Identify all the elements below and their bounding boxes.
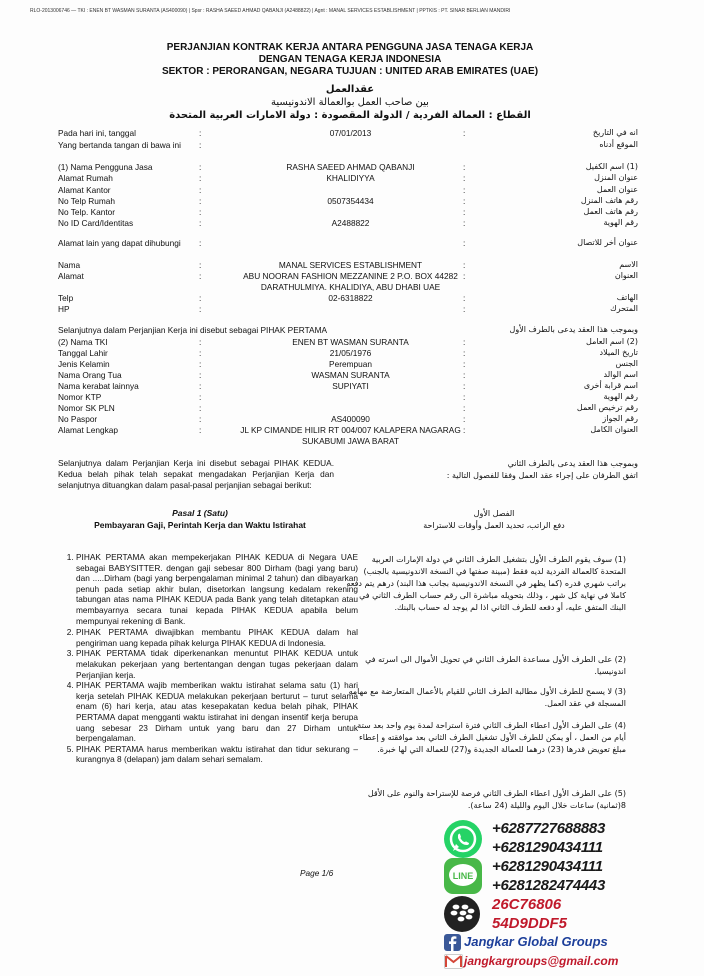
title-line-3: SEKTOR : PERORANGAN, NEGARA TUJUAN : UNITED ARAB EMIRATES (UAE): [161, 66, 539, 77]
date-value: 07/01/2013: [329, 128, 372, 138]
signatory-label-ar: الموقع أدناه: [599, 140, 638, 149]
worker-name-value: ENEN BT WASMAN SURANTA: [292, 337, 409, 347]
arabic-title-1: عقدالعمل: [325, 84, 375, 95]
skpln-label-ar: رقم ترخيص العمل: [576, 403, 638, 412]
row-date: Pada hari ini, tanggal : 07/01/2013 : انه في التاريخ: [58, 128, 638, 138]
pasal-title: Pasal 1 (Satu): [172, 508, 228, 518]
office-phone-label-ar: رقم هاتف العمل: [583, 207, 638, 216]
arabic-title-3: القطاع : العمالة الفردية / الدولة المقصودة : دولة الامارات العربية المتحدة: [169, 110, 531, 121]
row-employer-name: (1) Nama Pengguna Jasa : RASHA SAEED AHMAD QABANJI : (1) اسم الكفيل: [58, 162, 638, 172]
office-phone-label: No Telp. Kantor: [58, 207, 116, 217]
home-phone-label-ar: رقم هاتف المنزل: [580, 196, 638, 205]
first-party-intro-ar: وبموجب هذا العقد يدعى بالطرف الأول: [509, 325, 638, 334]
blackberry-icon: [444, 896, 480, 932]
row-office-address: Alamat Kantor : : عنوان العمل: [58, 185, 638, 195]
row-agent-hp: HP : : المتحرك: [58, 304, 638, 314]
pasal-item-ar: (4) على الطرف الأول اعطاء الطرف الثاني فترة استراحة لمدة يوم واحد بعد ستة أيام من العمل ، أو يمكن للطرف الأول تشغيل الطرف الثاني بعد موافقته و إعطاء مبلغ تعويض قدرها (23) درهما للعمالة الجديدة و(27) للعمالة التي لها خبرة.: [357, 721, 626, 754]
email-address: jangkargroups@gmail.com: [464, 954, 619, 968]
row-home-address: Alamat Rumah : KHALIDIYYA : عنوان المنزل: [58, 173, 638, 183]
line-icon-word: LINE: [452, 871, 474, 881]
agent-address-line-2: DARATHULMIYA. KHALIDIYA, ABU DHABI UAE: [260, 282, 441, 292]
contact-overlay: [440, 818, 704, 976]
second-party-ar-1: وبموجب هذا العقد يدعى بالطرف الثاني: [507, 459, 638, 468]
first-party-intro: Selanjutnya dalam Perjanjian Kerja ini disebut sebagai PIHAK PERTAMA: [58, 325, 328, 335]
pasal-subtitle: Pembayaran Gaji, Perintah Kerja dan Waktu Istirahat: [94, 520, 306, 530]
second-party-paragraph: Selanjutnya dalam Perjanjian Kerja ini disebut sebagai PIHAK KEDUA. Kedua belah pihak telah sepakat mengadakan Perjanjian Kerja dan selanjutnya dituangkan dalam pasal-pasal perjanjian sebagai berikut:: [58, 458, 334, 490]
row-agent-address: Alamat : ABU NOORAN FASHION MEZZANINE 2 P.O. BOX 44282 DARATHULMIYA. KHALIDIYA, ABU DHABI UAE : العنوان: [58, 271, 638, 292]
agent-phone-value: 02-6318822: [328, 293, 373, 303]
title-line-1: PERJANJIAN KONTRAK KERJA ANTARA PENGGUNA JASA TENAGA KERJA: [166, 42, 534, 53]
facebook-icon: [444, 934, 461, 951]
row-kin: Nama kerabat lainnya : SUPIYATI : اسم قرابة أخرى: [58, 381, 638, 391]
parent-label: Nama Orang Tua: [58, 370, 122, 380]
sex-label: Jenis Kelamin: [58, 359, 110, 369]
agent-name-label-ar: الاسم: [619, 260, 638, 269]
row-parent: Nama Orang Tua : WASMAN SURANTA : اسم الوالد: [58, 370, 638, 380]
kin-label: Nama kerabat lainnya: [58, 381, 139, 391]
whatsapp-number-2: +6281290434111: [492, 839, 603, 856]
agent-address-label: Alamat: [58, 271, 84, 281]
pasal-item-ar: (2) على الطرف الأول مساعدة الطرف الثاني في تحويل الأموال الى اسرته في اندونيسيا.: [365, 655, 626, 676]
agent-name-label: Nama: [58, 260, 81, 270]
worker-address-label: Alamat Lengkap: [58, 425, 118, 435]
line-icon: [444, 858, 482, 894]
worker-name-label: (2) Nama TKI: [58, 337, 108, 347]
row-agent-name: Nama : MANAL SERVICES ESTABLISHMENT : الاسم: [58, 260, 638, 270]
bbm-pin-1: 26C76806: [492, 896, 562, 913]
arabic-title-2: بين صاحب العمل بوالعمالة الاندونيسية: [271, 97, 429, 108]
row-id-card: No ID Card/Identitas : A2488822 : رقم الهوية: [58, 218, 638, 228]
second-party-ar-2: اتفق الطرفان على إجراء عقد العمل وفقا للفصول التالية :: [446, 471, 638, 480]
pasal-items-list: [60, 552, 358, 765]
row-office-phone: No Telp. Kantor : : رقم هاتف العمل: [58, 207, 638, 217]
row-agent-phone: Telp : 02-6318822 : الهاتف: [58, 293, 638, 303]
date-label-ar: انه في التاريخ: [592, 128, 638, 137]
alt-address-label: Alamat lain yang dapat dihubungi: [58, 238, 181, 248]
row-alt-address: Alamat lain yang dapat dihubungi : : عنوان أخر للاتصال: [58, 238, 638, 248]
page-number: Page 1/6: [300, 868, 334, 878]
row-skpln: Nomor SK PLN : : رقم ترخيص العمل: [58, 403, 638, 413]
alt-address-label-ar: عنوان أخر للاتصال: [577, 238, 638, 247]
dob-value: 21/05/1976: [329, 348, 372, 358]
row-dob: Tanggal Lahir : 21/05/1976 : تاريخ الميلاد: [58, 348, 638, 358]
passport-label-ar: رقم الجواز: [602, 414, 638, 423]
whatsapp-number-1: +6287727688883: [492, 820, 606, 837]
row-worker-name: (2) Nama TKI : ENEN BT WASMAN SURANTA : (2) اسم العامل: [58, 337, 638, 347]
pasal-item: 2. PIHAK PERTAMA diwajibkan membantu PIHAK KEDUA dalam hal pengiriman uang kepada pihak kelurga PIHAK KEDUA di Indonesia.: [76, 627, 358, 648]
line-number-1: +6281290434111: [492, 858, 603, 875]
pasal-item: 5. PIHAK PERTAMA harus memberikan waktu istirahat dan tidur sekurang – kurangnya 8 (delapan) jam dalam sehari semalam.: [76, 744, 358, 765]
agent-address-line-1: ABU NOORAN FASHION MEZZANINE 2 P.O. BOX 44282: [243, 271, 458, 281]
worker-name-label-ar: (2) اسم العامل: [586, 337, 638, 346]
ktp-label: Nomor KTP: [58, 392, 102, 402]
bbm-pin-2: 54D9DDF5: [492, 915, 568, 932]
id-card-label-ar: رقم الهوية: [603, 218, 638, 227]
employer-name-label-ar: (1) اسم الكفيل: [585, 162, 638, 171]
agent-hp-label: HP: [58, 304, 70, 314]
gmail-icon: [444, 954, 463, 969]
row-worker-address: Alamat Lengkap : JL KP CIMANDE HILIR RT 004/007 KALAPERA NAGARAG SUKABUMI JAWA BARAT : العنوان الكامل: [58, 425, 638, 446]
agent-name-value: MANAL SERVICES ESTABLISHMENT: [278, 260, 423, 270]
row-signatory: Yang bertanda tangan di bawa ini : الموقع أدناه: [58, 140, 638, 150]
pasal-item: 3. PIHAK PERTAMA tidak diperkenankan menuntut PIHAK KEDUA untuk melakukan pekerjaan yang bertentangan dengan tugas pekerjaan dalam Perjanjian kerja.: [76, 648, 358, 680]
home-address-label: Alamat Rumah: [58, 173, 113, 183]
worker-address-label-ar: العنوان الكامل: [590, 425, 638, 434]
dob-label-ar: تاريخ الميلاد: [599, 348, 638, 357]
home-phone-value: 0507354434: [327, 196, 374, 206]
line-number-2: +6281282474443: [492, 877, 606, 894]
pasal-item: 4. PIHAK PERTAMA wajib memberikan waktu istirahat selama satu (1) hari kerja setelah PIHAK KEDUA melakukan pekerjaan berturut – turut selama enam (6) hari kerja, atau atas kesepakatan kedua belah pihak, PIHAK PERTAMA dapat mengganti waktu istirahat ini dengan insentif kerja berupa uang sebesar 23 Dirham untuk yang baru dan 27 Dirham untuk berpengalaman.: [76, 680, 358, 744]
agent-address-label-ar: العنوان: [614, 271, 638, 280]
parent-label-ar: اسم الوالد: [603, 370, 638, 379]
employer-name-label: (1) Nama Pengguna Jasa: [58, 162, 153, 172]
pasal-item-ar: (5) على الطرف الأول اعطاء الطرف الثاني فرصة للإستراحة والنوم على الأقل 8(ثمانية) ساعات خلال اليوم والليلة (24 ساعة).: [367, 789, 626, 810]
skpln-label: Nomor SK PLN: [58, 403, 115, 413]
passport-value: AS400090: [331, 414, 370, 424]
agent-phone-label: Telp: [58, 293, 74, 303]
date-label: Pada hari ini, tanggal: [58, 128, 136, 138]
home-address-value: KHALIDIYYA: [326, 173, 375, 183]
worker-address-line-1: JL KP CIMANDE HILIR RT 004/007 KALAPERA NAGARAG: [240, 425, 461, 435]
row-ktp: Nomor KTP : : رقم الهوية: [58, 392, 638, 402]
facebook-page-name: Jangkar Global Groups: [464, 934, 608, 949]
home-address-label-ar: عنوان المنزل: [594, 173, 638, 182]
row-home-phone: No Telp Rumah : 0507354434 : رقم هاتف المنزل: [58, 196, 638, 206]
office-address-label-ar: عنوان العمل: [596, 185, 638, 194]
agent-phone-label-ar: الهاتف: [616, 293, 638, 302]
title-line-2: DENGAN TENAGA KERJA INDONESIA: [258, 54, 442, 65]
sex-label-ar: الجنس: [615, 359, 638, 368]
office-address-label: Alamat Kantor: [58, 185, 111, 195]
row-sex: Jenis Kelamin : Perempuan : الجنس: [58, 359, 638, 369]
id-card-label: No ID Card/Identitas: [58, 218, 134, 228]
id-card-value: A2488822: [331, 218, 370, 228]
pasal-title-ar: الفصل الأول: [473, 509, 515, 518]
passport-label: No Paspor: [58, 414, 98, 424]
pasal-item-ar: (1) سوف يقوم الطرف الأول بتشغيل الطرف الثاني في دولة الإمارات العربية المتحدة كالعمالة الفردية لديه فقط (مبينة صفتها في النسخة الاندونيسية بالجنب) براتب شهري قدره (كما يظهر في النسخة الاندونيسية بجانب هذا البند) درهم يتم دفعه كاملا في نهاية كل شهر ، وذلك بتحويله مباشرة الى رقم حساب الطرف الثاني في البنك المتفق عليه، أو دفعه للطرف الثاني اذا لم يوجد له حساب بالبنك.: [346, 555, 626, 612]
reference-line: RLO-2013006746 — TKI : ENEN BT WASMAN SURANTA (AS400090) | Spsr : RASHA SAEED AHMAD QABANJI (A2488822) | Agnt : MANAL SERVICES ESTABLISHMENT | PPTKIS : PT. SINAR BERLIAN MANDIRI: [30, 8, 511, 14]
parent-value: WASMAN SURANTA: [311, 370, 390, 380]
ktp-label-ar: رقم الهوية: [603, 392, 638, 401]
pasal-item-ar: (3) لا يسمح للطرف الأول مطالبة الطرف الثاني للقيام بالأعمال المتعارضة مع مهامه المسجلة في عقد العمل.: [348, 687, 626, 708]
pasal-item: 1. PIHAK PERTAMA akan mempekerjakan PIHAK KEDUA di Negara UAE sebagai BABYSITTER. dengan gaji sebesar 800 Dirham (bagi yang baru) dan .....Dirham (bagi yang berpengalaman minimal 2 tahun) dan dibayarkan penuh pada setiap akhir bulan, disetorkan langsung kedalam rekening tabungan atas nama PIHAK KEDUA pada Bank yang telah ditetapkan atau membayarnya secara tunai kepada PIHAK KEDUA apabila belum mempunyai rekening di Bank.: [76, 552, 358, 626]
row-first-party-intro: [58, 325, 638, 337]
home-phone-label: No Telp Rumah: [58, 196, 116, 206]
kin-label-ar: اسم قرابة أخرى: [583, 381, 638, 390]
kin-value: SUPIYATI: [332, 381, 369, 391]
sex-value: Perempuan: [329, 359, 372, 369]
row-passport: No Paspor : AS400090 : رقم الجواز: [58, 414, 638, 424]
employer-name-value: RASHA SAEED AHMAD QABANJI: [286, 162, 415, 172]
pasal-subtitle-ar: دفع الراتب، تحديد العمل وأوقات للاستراحة: [423, 521, 565, 530]
whatsapp-icon: [444, 820, 482, 858]
worker-address-line-2: SUKABUMI JAWA BARAT: [302, 436, 399, 446]
agent-hp-label-ar: المتحرك: [610, 304, 638, 313]
signatory-label: Yang bertanda tangan di bawa ini: [58, 140, 182, 150]
dob-label: Tanggal Lahir: [58, 348, 108, 358]
